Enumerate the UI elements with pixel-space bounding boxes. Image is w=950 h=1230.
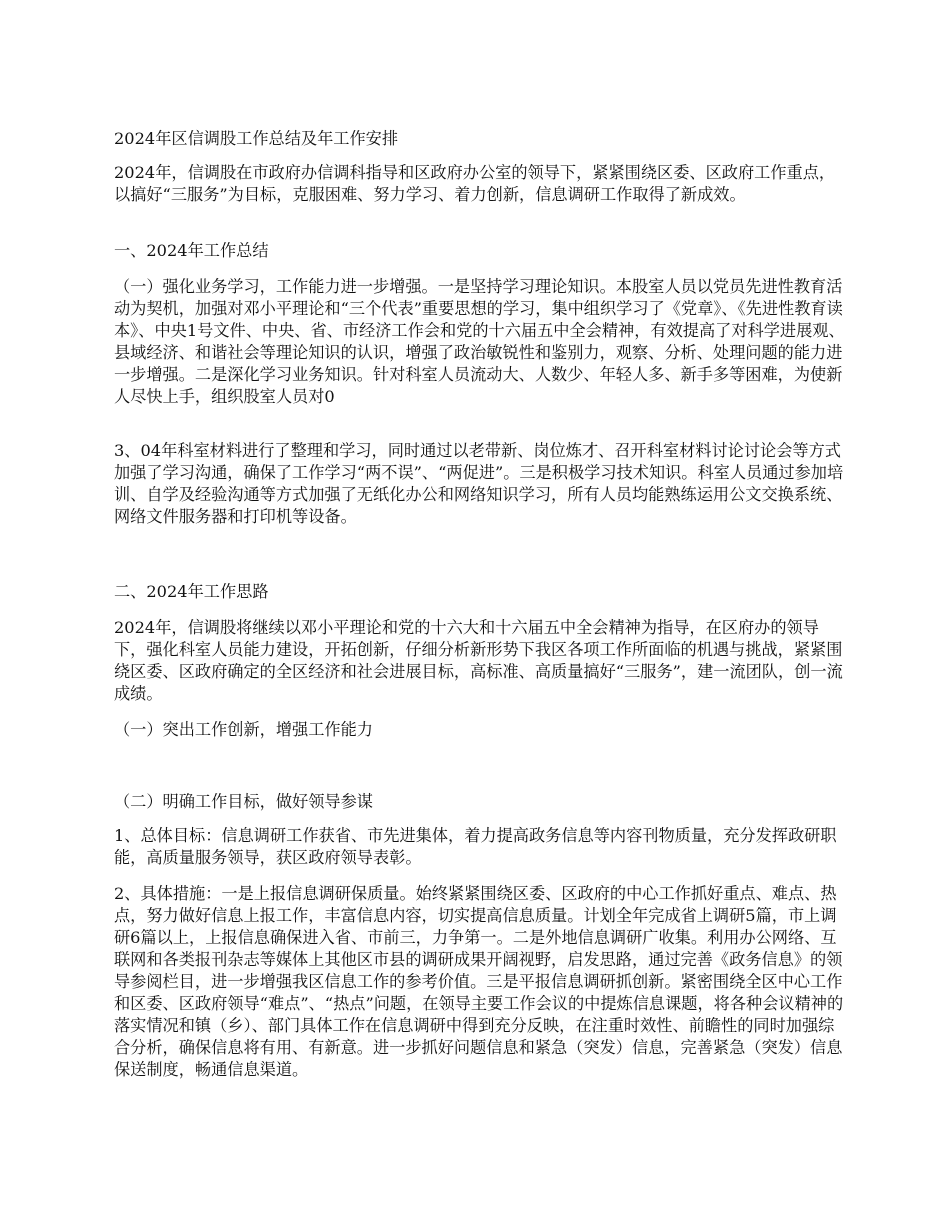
- goal-paragraph: 1、总体目标：信息调研工作获省、市先进集体，着力提高政务信息等内容刊物质量，充分发挥政研职能，高质量服务领导，获区政府领导表彰。: [114, 826, 837, 867]
- section2-subheading-2: （二）明确工作目标，做好领导参谋: [114, 792, 373, 811]
- section1-heading: 一、2024年工作总结: [114, 241, 269, 260]
- section2-heading: 二、2024年工作思路: [114, 582, 269, 601]
- section2-subheading-1: （一）突出工作创新，增强工作能力: [114, 720, 373, 739]
- measures-paragraph: 2、具体措施：一是上报信息调研保质量。始终紧紧围绕区委、区政府的中心工作抓好重点、难点、热点，努力做好信息上报工作，丰富信息内容，切实提高信息质量。计划全年完成省上调研5篇，市上调研6篇以上，上报信息确保进入省、市前三，力争第一。二是外地信息调研广收集。利用办公网络、互联网和各类报刊杂志等媒体上其他区市县的调研成果开阔视野，启发思路，通过完善《政务信息》的领导参阅栏目，进一步增强我区信息工作的参考价值。三是平报信息调研抓创新。紧密围绕全区中心工作和区委、区政府领导“难点”、“热点”问题，在领导主要工作会议的中提炼信息课题，将各种会议精神的落实情况和镇（乡）、部门具体工作在信息调研中得到充分反映，在注重时效性、前瞻性的同时加强综合分析，确保信息将有用、有新意。进一步抓好问题信息和紧急（突发）信息，完善紧急（突发）信息保送制度，畅通信息渠道。: [114, 884, 844, 1079]
- section2-intro-paragraph: 2024年，信调股将继续以邓小平理论和党的十六大和十六届五中全会精神为指导，在区府办的领导下，强化科室人员能力建设，开拓创新，仔细分析新形势下我区各项工作所面临的机遇与挑战，紧紧围绕区委、区政府确定的全区经济和社会进展目标，高标准、高质量搞好“三服务”，建一流团队，创一流成绩。: [114, 618, 843, 703]
- section1-paragraph-2: 3、04年科室材料进行了整理和学习，同时通过以老带新、岗位炼才、召开科室材料讨论讨论会等方式加强了学习沟通，确保了工作学习“两不误”、“两促进”。三是积极学习技术知识。科室人员通过参加培训、自学及经验沟通等方式加强了无纸化办公和网络知识学习，所有人员均能熟练运用公文交换系统、网络文件服务器和打印机等设备。: [114, 441, 844, 526]
- document-title: 2024年区信调股工作总结及年工作安排: [114, 129, 399, 148]
- intro-paragraph: 2024年，信调股在市政府办信调科指导和区政府办公室的领导下，紧紧围绕区委、区政府工作重点，以搞好“三服务”为目标，克服困难、努力学习、着力创新，信息调研工作取得了新成效。: [114, 163, 836, 204]
- section1-paragraph-1: （一）强化业务学习，工作能力进一步增强。一是坚持学习理论知识。本股室人员以党员先进性教育活动为契机，加强对邓小平理论和“三个代表”重要思想的学习，集中组织学习了《党章》、《先进性教育读本》、中央1号文件、中央、省、市经济工作会和党的十六届五中全会精神，有效提高了对科学进展观、县域经济、和谐社会等理论知识的认识，增强了政治敏锐性和鉴别力，观察、分析、处理问题的能力进一步增强。二是深化学习业务知识。针对科室人员流动大、人数少、年轻人多、新手多等困难，为使新人尽快上手，组织股室人员对0: [114, 277, 845, 406]
